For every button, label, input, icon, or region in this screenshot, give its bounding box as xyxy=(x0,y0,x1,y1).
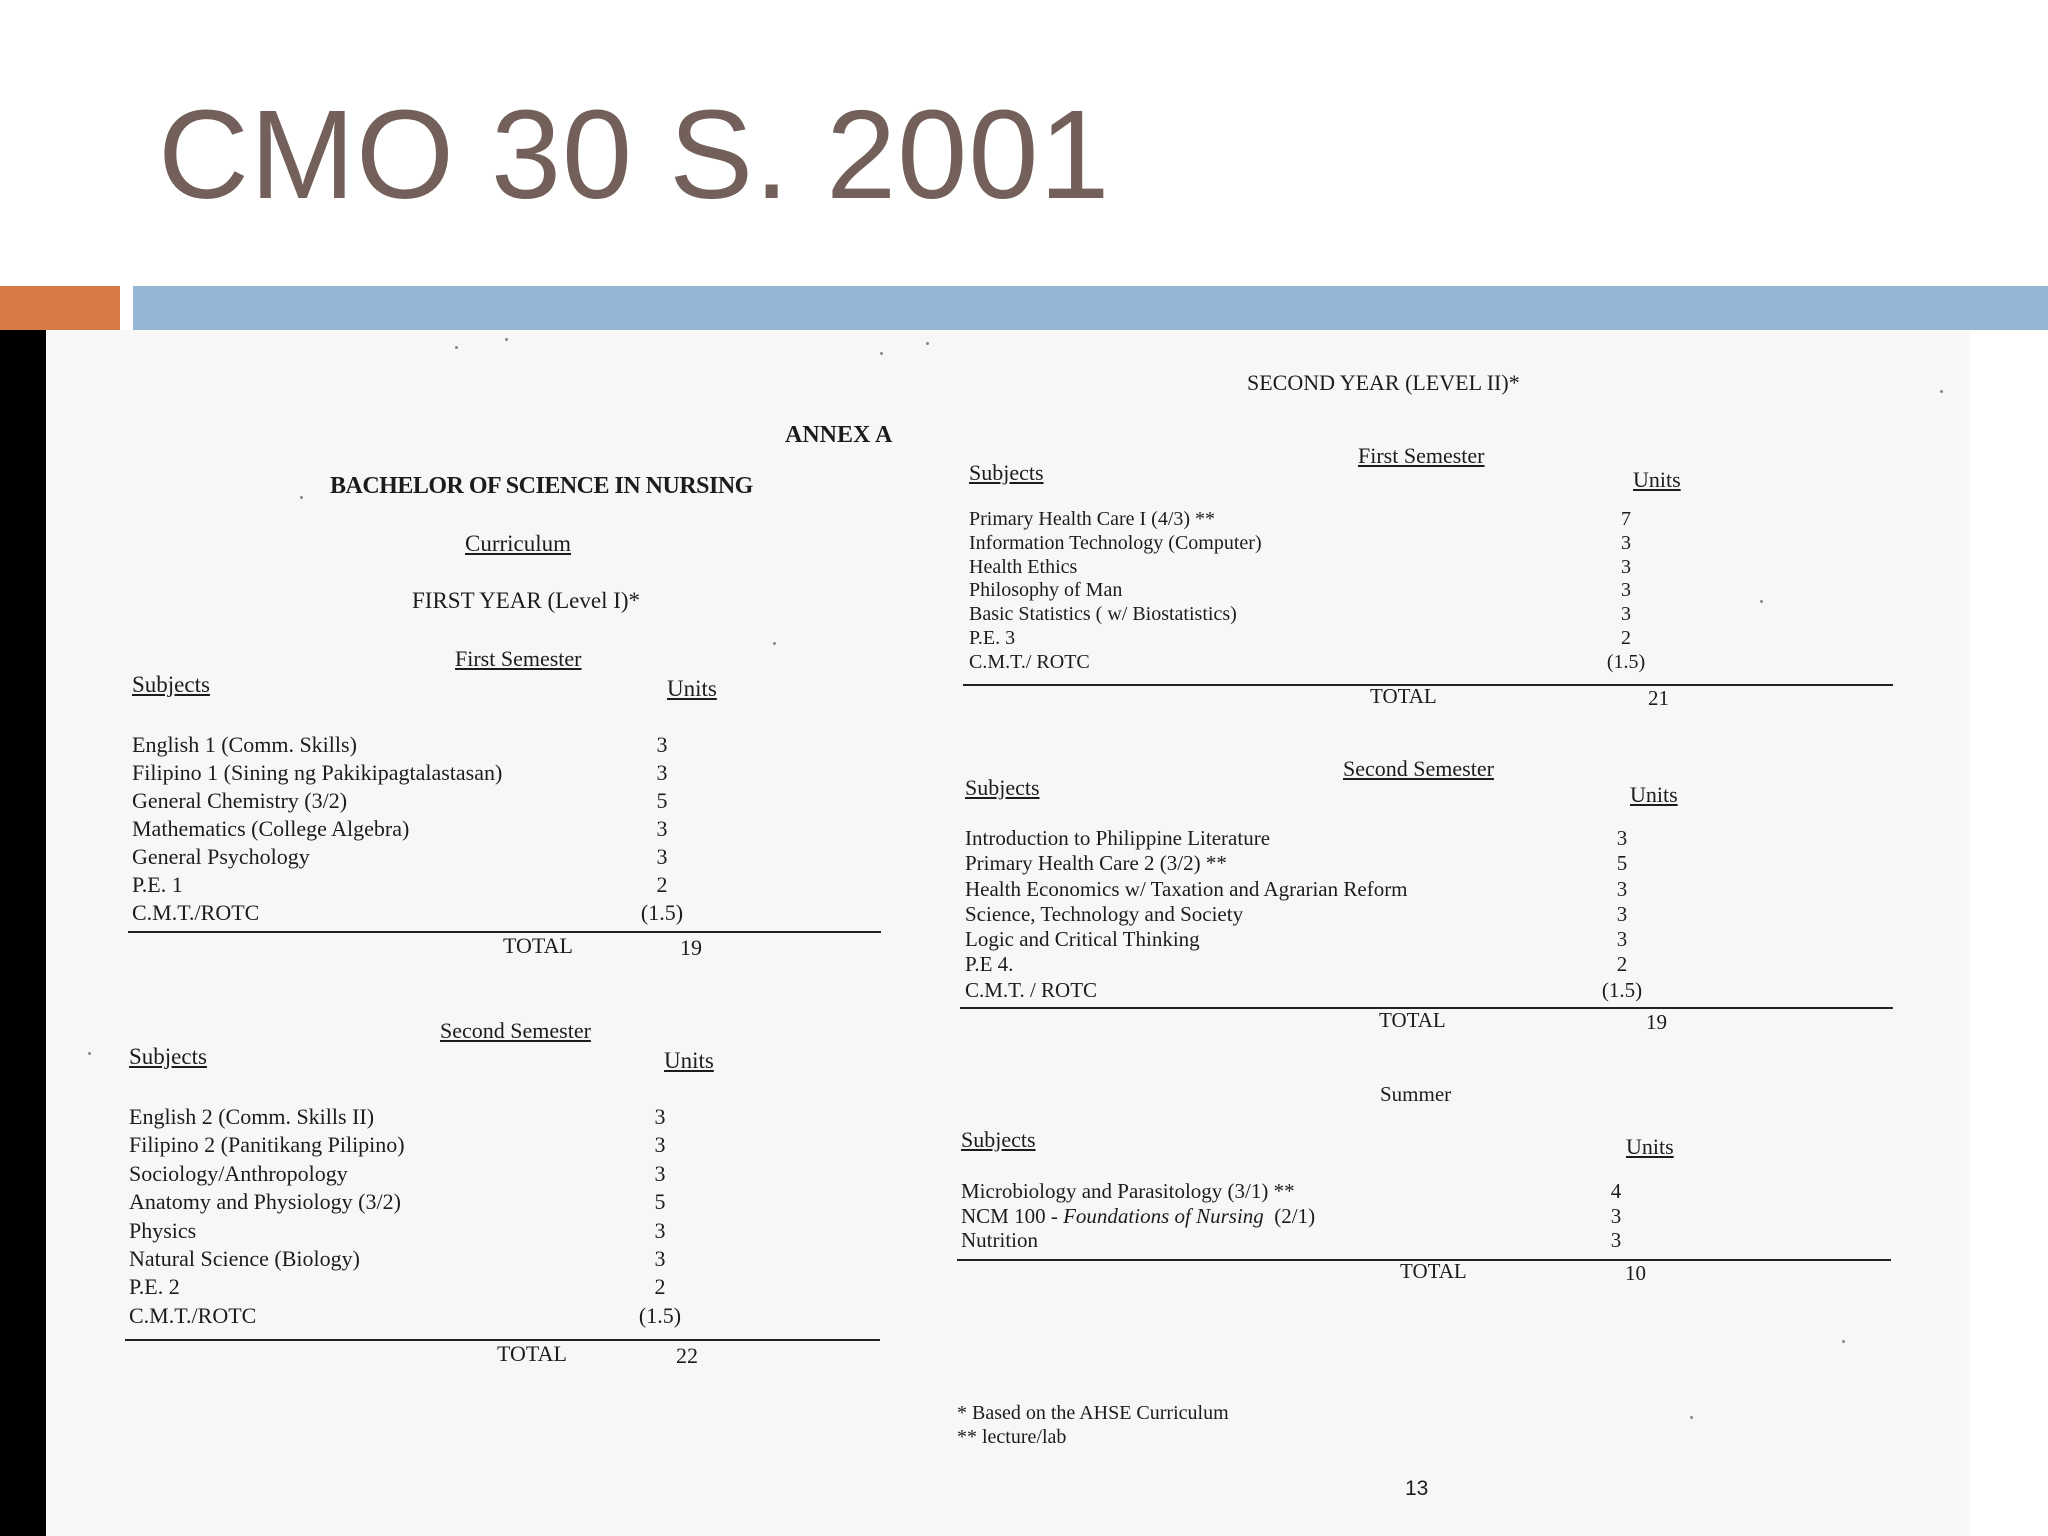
unit-value: 3 xyxy=(654,1217,666,1243)
subject-name: Information Technology (Computer) xyxy=(969,531,1262,554)
unit-value: 3 xyxy=(1616,826,1628,850)
subject-name: General Chemistry (3/2) xyxy=(132,788,348,813)
slide-margin xyxy=(1970,338,2048,1536)
unit-value: 3 xyxy=(1616,927,1628,952)
units-header: Units xyxy=(667,676,717,701)
subject-name: P.E. 1 xyxy=(132,872,183,897)
unit-value: 3 xyxy=(1610,1203,1622,1228)
unit-value: 2 xyxy=(656,872,668,897)
second-year-label: SECOND YEAR (LEVEL II)* xyxy=(1247,370,1520,395)
subject-name: Anatomy and Physiology (3/2) xyxy=(129,1189,401,1215)
unit-value: (1.5) xyxy=(640,900,684,925)
subjects-header: Subjects xyxy=(969,460,1044,485)
unit-value: 3 xyxy=(1621,579,1631,602)
subject-name: Logic and Critical Thinking xyxy=(965,927,1200,952)
total-label: TOTAL xyxy=(1370,684,1437,708)
scan-speck xyxy=(1940,390,1943,393)
subject-name: C.M.T. / ROTC xyxy=(965,977,1098,1002)
unit-value: 3 xyxy=(1621,531,1631,554)
subject-name: Basic Statistics ( w/ Biostatistics) xyxy=(969,603,1237,626)
subject-name: Microbiology and Parasitology (3/1) ** xyxy=(961,1179,1295,1203)
subject-name xyxy=(961,1204,1315,1229)
total-value: 19 xyxy=(1646,1010,1667,1034)
subject-name: P.E. 3 xyxy=(969,626,1016,649)
subject-name: C.M.T./ROTC xyxy=(132,900,260,925)
unit-value: 3 xyxy=(1616,876,1628,901)
footnote: * Based on the AHSE Curriculum xyxy=(957,1402,1229,1424)
subject-ratio: (2/1) xyxy=(1263,1203,1316,1228)
unit-value: 3 xyxy=(654,1160,666,1186)
slide-title: CMO 30 S. 2001 xyxy=(158,84,1111,225)
unit-value: 3 xyxy=(654,1132,666,1158)
unit-value: 2 xyxy=(654,1274,666,1300)
unit-value: 5 xyxy=(1616,851,1628,876)
scanned-document xyxy=(0,330,1970,1536)
subject-name: C.M.T./ ROTC xyxy=(969,650,1090,673)
scan-speck xyxy=(880,352,883,355)
subject-name: Health Economics w/ Taxation and Agrarian Reform xyxy=(965,876,1408,901)
first-year-label: FIRST YEAR (Level I)* xyxy=(412,588,641,613)
unit-value: 3 xyxy=(1616,901,1628,926)
unit-value: 7 xyxy=(1621,508,1631,530)
total-value: 22 xyxy=(676,1343,698,1368)
unit-value: 3 xyxy=(656,816,668,841)
semester-heading: Second Semester xyxy=(440,1018,591,1043)
total-label: TOTAL xyxy=(497,1341,567,1366)
scan-speck xyxy=(773,642,776,645)
unit-value: 3 xyxy=(654,1245,666,1271)
summer-heading: Summer xyxy=(1380,1082,1452,1106)
subject-name: English 1 (Comm. Skills) xyxy=(132,732,357,757)
subject-name: Natural Science (Biology) xyxy=(129,1245,360,1271)
unit-value: (1.5) xyxy=(638,1302,682,1328)
page-number: 13 xyxy=(1405,1477,1429,1500)
subject-name: Sociology/Anthropology xyxy=(129,1160,348,1186)
subject-code: NCM 100 - xyxy=(961,1203,1064,1228)
subject-name: Physics xyxy=(129,1217,197,1243)
scan-speck xyxy=(1760,600,1763,603)
annex-label: ANNEX A xyxy=(785,422,893,448)
subject-name: Mathematics (College Algebra) xyxy=(132,816,410,841)
subject-name: English 2 (Comm. Skills II) xyxy=(129,1104,375,1129)
subject-name: P.E. 2 xyxy=(129,1274,180,1300)
unit-value: (1.5) xyxy=(1601,977,1643,1002)
scan-speck xyxy=(505,338,508,341)
subject-name: Philosophy of Man xyxy=(969,579,1123,602)
unit-value: 2 xyxy=(1616,952,1628,977)
subject-name: Filipino 2 (Panitikang Pilipino) xyxy=(129,1132,405,1158)
scan-speck xyxy=(926,342,929,345)
unit-value: 3 xyxy=(656,760,668,785)
semester-heading: First Semester xyxy=(455,646,582,671)
accent-bar-blue xyxy=(133,286,2048,330)
scan-speck xyxy=(1690,1416,1693,1419)
unit-value: (1.5) xyxy=(1606,650,1646,673)
total-value: 19 xyxy=(680,935,702,960)
total-label: TOTAL xyxy=(1400,1259,1467,1283)
semester-heading: Second Semester xyxy=(1343,756,1494,781)
subject-name: Primary Health Care 2 (3/2) ** xyxy=(965,851,1227,876)
scan-speck xyxy=(88,1052,91,1055)
units-header: Units xyxy=(1630,782,1678,807)
subject-name: Nutrition xyxy=(961,1228,1038,1252)
total-label: TOTAL xyxy=(1379,1008,1446,1032)
units-header: Units xyxy=(1633,467,1681,492)
unit-value: 5 xyxy=(654,1189,666,1215)
unit-value: 3 xyxy=(654,1104,666,1129)
total-value: 10 xyxy=(1625,1261,1646,1285)
curriculum-label: Curriculum xyxy=(465,531,572,556)
scan-speck xyxy=(300,496,303,499)
scan-speck xyxy=(455,346,458,349)
total-value: 21 xyxy=(1648,686,1669,710)
subjects-header: Subjects xyxy=(961,1127,1036,1152)
subject-name: General Psychology xyxy=(132,844,310,869)
subjects-header: Subjects xyxy=(132,672,210,697)
unit-value: 4 xyxy=(1610,1179,1622,1203)
scan-border xyxy=(0,330,46,1536)
unit-value: 3 xyxy=(1621,555,1631,578)
units-header: Units xyxy=(1626,1134,1674,1159)
subject-title: Foundations of Nursing xyxy=(1063,1203,1264,1228)
unit-value: 3 xyxy=(1621,603,1631,626)
scan-speck xyxy=(1842,1340,1845,1343)
accent-bar-orange xyxy=(0,286,120,330)
footnote: ** lecture/lab xyxy=(957,1426,1067,1448)
program-title: BACHELOR OF SCIENCE IN NURSING xyxy=(330,473,753,499)
subject-name: Health Ethics xyxy=(969,555,1078,578)
subjects-header: Subjects xyxy=(129,1044,207,1069)
subject-name: P.E 4. xyxy=(965,952,1014,977)
semester-heading: First Semester xyxy=(1358,443,1485,468)
subjects-header: Subjects xyxy=(965,775,1040,800)
unit-value: 3 xyxy=(656,844,668,869)
units-header: Units xyxy=(664,1048,714,1073)
subject-name: Introduction to Philippine Literature xyxy=(965,826,1271,850)
unit-value: 2 xyxy=(1621,626,1631,649)
subject-name: Filipino 1 (Sining ng Pakikipagtalastasan) xyxy=(132,760,503,785)
subject-name: C.M.T./ROTC xyxy=(129,1302,257,1328)
subject-name: Science, Technology and Society xyxy=(965,901,1244,926)
subject-name: Primary Health Care I (4/3) ** xyxy=(969,508,1216,530)
unit-value: 3 xyxy=(656,732,668,757)
unit-value: 5 xyxy=(656,788,668,813)
total-label: TOTAL xyxy=(503,933,573,958)
unit-value: 3 xyxy=(1610,1228,1622,1252)
